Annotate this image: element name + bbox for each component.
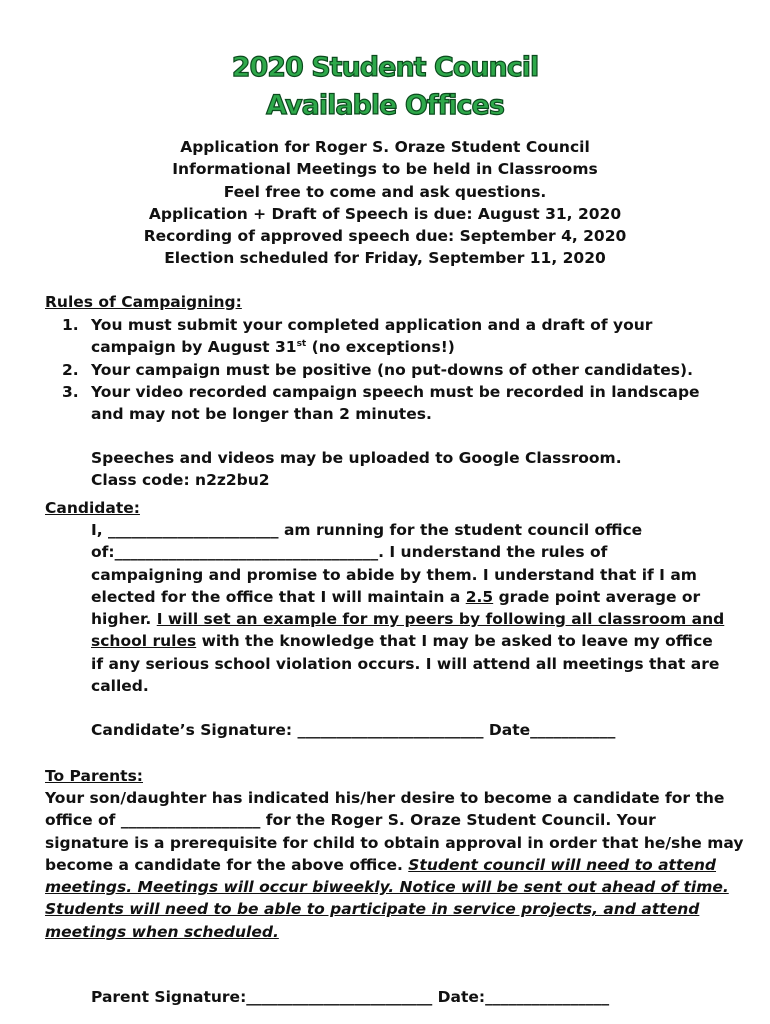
rule-text: Your video recorded campaign speech must be recorded in landscape xyxy=(91,382,700,401)
parents-heading: To Parents: xyxy=(45,767,143,785)
upload-note xyxy=(91,447,622,492)
candidate-signature-line: Candidate’s Signature: ________________________ Date___________ xyxy=(91,721,616,739)
statement-line: if any serious school violation occurs. I will attend all meetings that are xyxy=(91,654,720,673)
parents-line: Your son/daughter has indicated his/her desire to become a candidate for the xyxy=(45,789,725,807)
candidate-heading: Candidate: xyxy=(45,499,140,517)
info-line: Application + Draft of Speech is due: August 31, 2020 xyxy=(148,204,622,223)
parents-line: become a candidate for the above office. Student council will need to attend xyxy=(45,855,717,874)
parent-signature-line: Parent Signature:________________________ Date:________________ xyxy=(91,988,610,1006)
statement-line: school rules with the knowledge that I may be asked to leave my office xyxy=(91,632,713,651)
rule-item-1 xyxy=(62,314,700,359)
rule-item-2 xyxy=(62,359,700,381)
parents-statement xyxy=(45,787,743,943)
title-line-1: 2020 Student Council xyxy=(231,52,539,83)
statement-line: campaigning and promise to abide by them. I understand that if I am xyxy=(91,565,697,584)
parents-line: meetings. Meetings will occur biweekly. Notice will be sent out ahead of time. xyxy=(45,878,729,897)
info-line: Election scheduled for Friday, September 11, 2020 xyxy=(164,249,606,268)
info-block xyxy=(0,136,770,270)
rule-text: Your campaign must be positive (no put-downs of other candidates). xyxy=(91,360,694,379)
parents-line: Students will need to be able to participate in service projects, and attend xyxy=(45,900,700,919)
rules-list xyxy=(62,314,700,425)
gpa-value: 2.5 xyxy=(465,587,494,606)
statement-line: called. xyxy=(91,677,149,696)
info-line: Feel free to come and ask questions. xyxy=(223,182,547,201)
statement-line: elected for the office that I will maintain a 2.5 grade point average or xyxy=(91,587,701,606)
info-line: Recording of approved speech due: September 4, 2020 xyxy=(143,227,627,246)
rules-heading: Rules of Campaigning: xyxy=(45,293,242,311)
candidate-statement xyxy=(91,519,724,697)
rule-number: 2. xyxy=(62,360,79,379)
rule-text: and may not be longer than 2 minutes. xyxy=(91,405,432,424)
rule-text: campaign by August 31st (no exceptions!) xyxy=(91,338,455,357)
rule-number: 3. xyxy=(62,382,79,401)
statement-line: higher. I will set an example for my peers by following all classroom and xyxy=(91,610,725,629)
statement-line: of:__________________________________. I understand the rules of xyxy=(91,543,608,562)
rule-item-3 xyxy=(62,381,700,426)
rule-text: You must submit your completed application and a draft of your xyxy=(91,316,653,334)
class-code: Class code: n2z2bu2 xyxy=(91,471,270,490)
parents-line: office of __________________ for the Roger S. Oraze Student Council. Your xyxy=(45,811,656,830)
info-line: Informational Meetings to be held in Classrooms xyxy=(172,160,598,179)
parents-line: signature is a prerequisite for child to obtain approval in order that he/she may xyxy=(45,833,744,852)
parents-line: meetings when scheduled. xyxy=(45,922,279,941)
rule-number: 1. xyxy=(62,316,79,334)
info-line: Application for Roger S. Oraze Student Council xyxy=(180,138,590,156)
title-line-2: Available Offices xyxy=(266,90,504,121)
upload-line: Speeches and videos may be uploaded to Google Classroom. xyxy=(91,449,622,467)
statement-line: I, ______________________ am running for the student council office xyxy=(91,521,643,539)
